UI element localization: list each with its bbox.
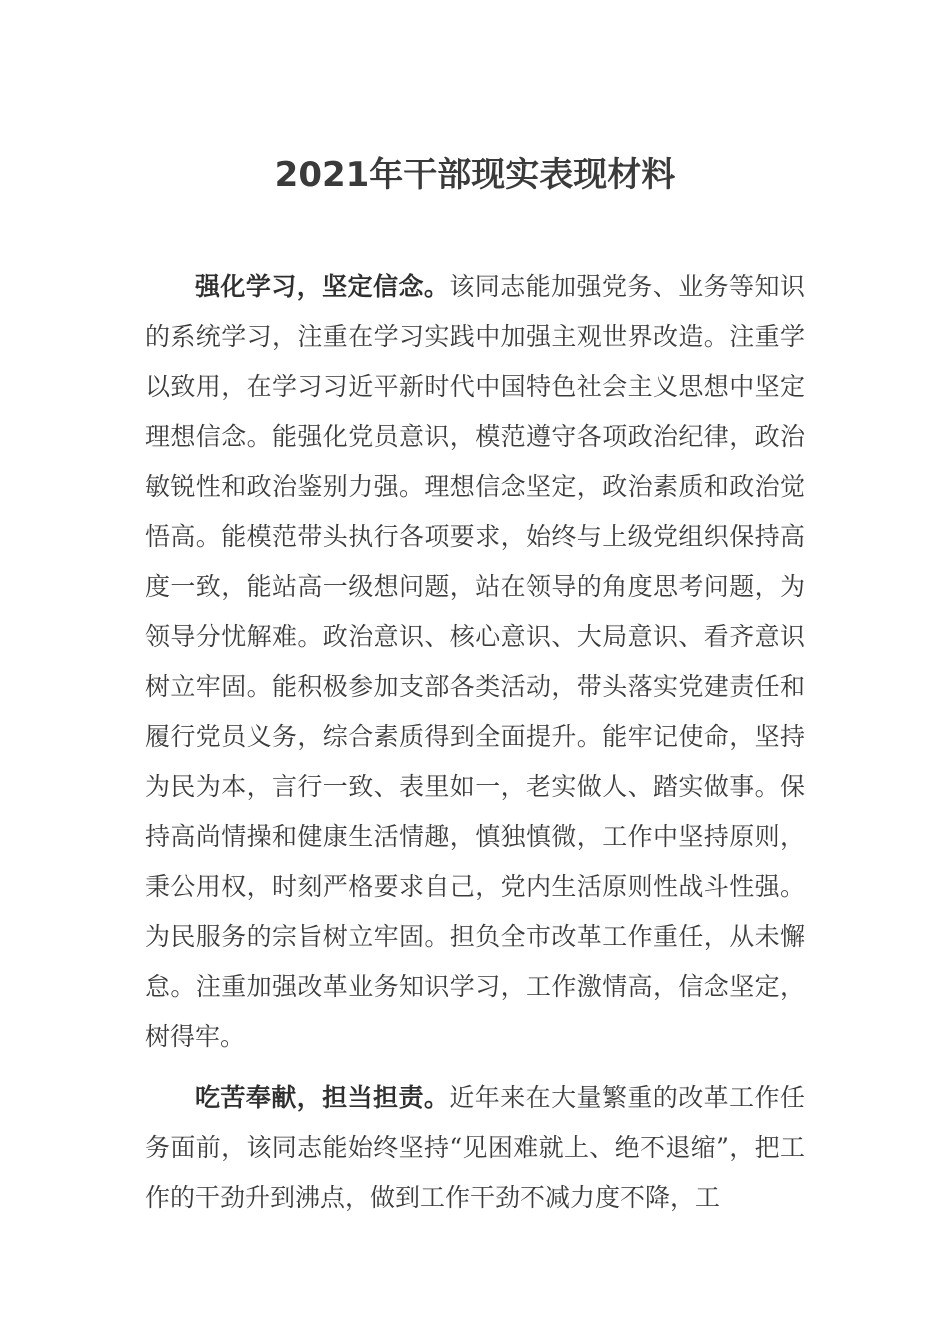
paragraph-2 [145,1073,805,1223]
document-body [145,262,805,1223]
paragraph-1-text: 该同志能加强党务、业务等知识的系统学习，注重在学习实践中加强主观世界改造。注重学以致用，在学习习近平新时代中国特色社会主义思想中坚定理想信念。能强化党员意识，模范遵守各项政治纪律，政治敏锐性和政治鉴别力强。理想信念坚定，政治素质和政治觉悟高。能模范带头执行各项要求，始终与上级党组织保持高度一致，能站高一级想问题，站在领导的角度思考问题，为领导分忧解难。政治意识、核心意识、大局意识、看齐意识树立牢固。能积极参加支部各类活动，带头落实党建责任和履行党员义务，综合素质得到全面提升。能牢记使命，坚持为民为本，言行一致、表里如一，老实做人、踏实做事。保持高尚情操和健康生活情趣，慎独慎微，工作中坚持原则，秉公用权，时刻严格要求自己，党内生活原则性战斗性强。为民服务的宗旨树立牢固。担负全市改革工作重任，从未懈怠。注重加强改革业务知识学习，工作激情高，信念坚定，树得牢。 [145,272,805,1051]
paragraph-2-lead: 吃苦奉献，担当担责。 [195,1083,450,1112]
document-title: 2021年干部现实表现材料 [274,155,676,195]
paragraph-1 [145,262,805,1062]
paragraph-1-lead: 强化学习，坚定信念。 [195,272,450,301]
paragraph-2-text: 近年来在大量繁重的改革工作任务面前，该同志能始终坚持“见困难就上、绝不退缩”，把工作的干劲升到沸点，做到工作干劲不减力度不降，工 [145,1083,805,1212]
